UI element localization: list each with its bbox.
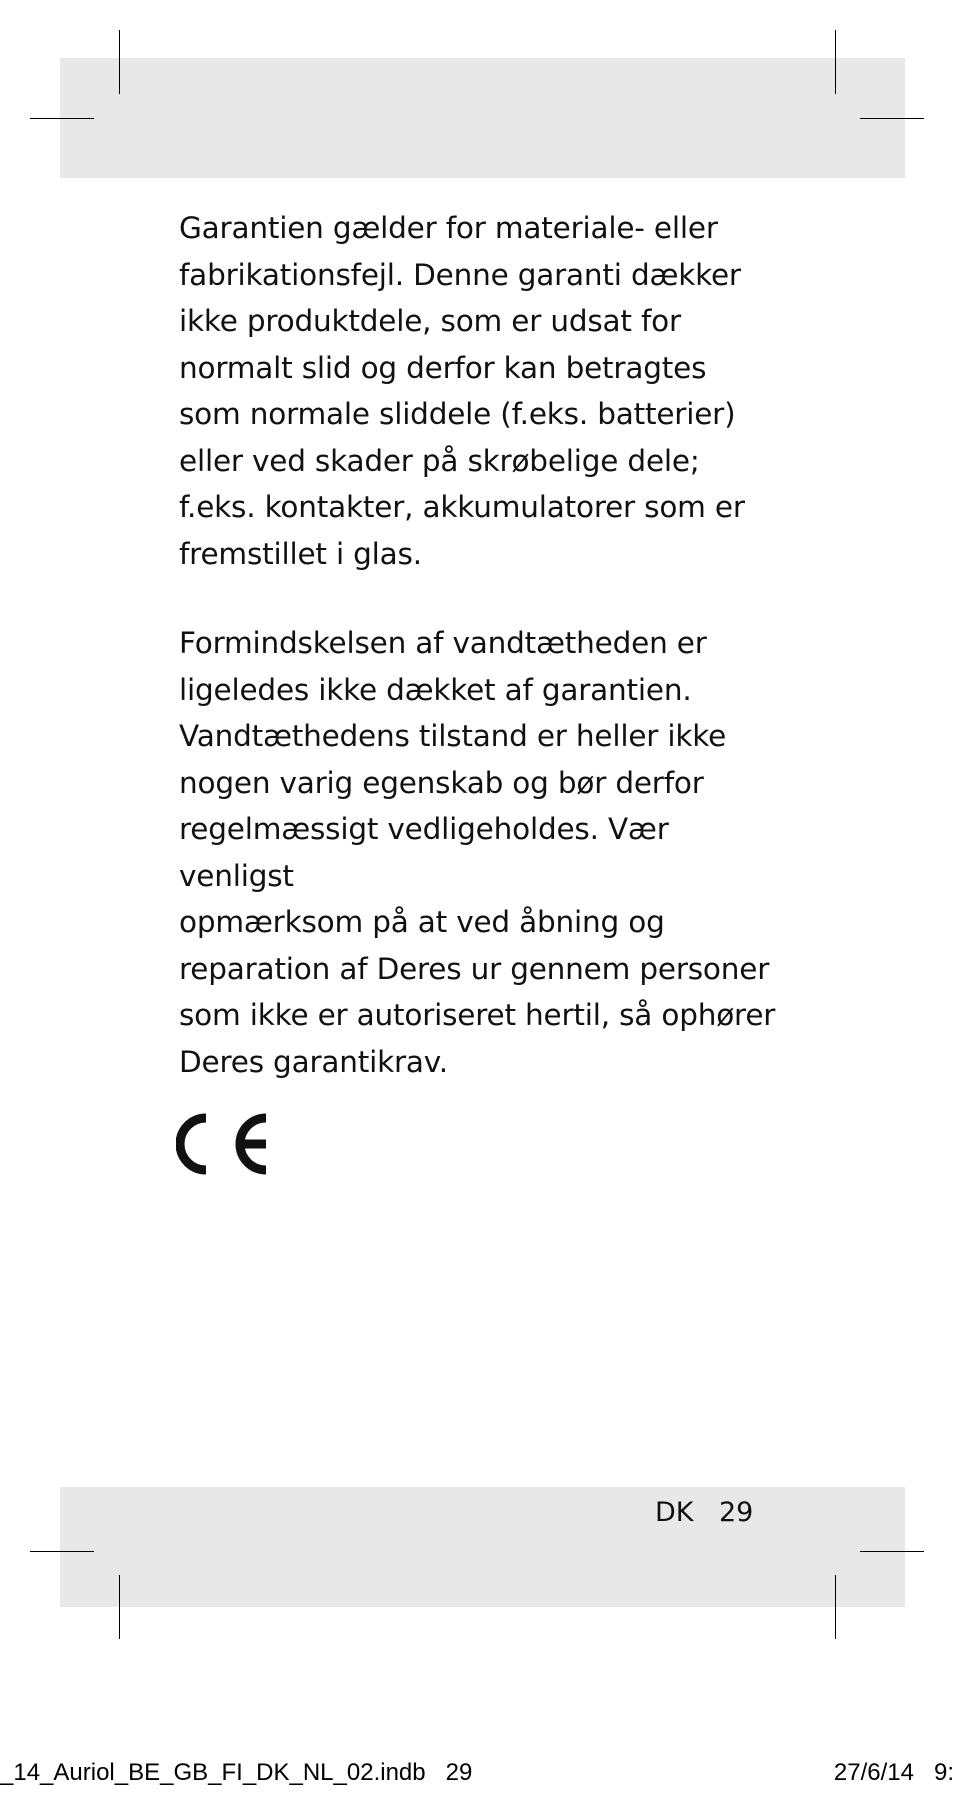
- crop-mark: [860, 1551, 924, 1552]
- crop-mark: [30, 1551, 94, 1552]
- footer-band: [60, 1487, 905, 1607]
- ce-mark-icon: [176, 1112, 272, 1176]
- language-code: DK: [655, 1497, 694, 1528]
- crop-mark: [30, 118, 94, 119]
- print-slug-date: 27/6/14 9:: [833, 1759, 954, 1786]
- page-number: 29: [719, 1497, 754, 1528]
- crop-mark: [119, 30, 120, 94]
- crop-mark: [119, 1575, 120, 1639]
- print-slug-file: _14_Auriol_BE_GB_FI_DK_NL_02.indb 29: [0, 1759, 473, 1786]
- crop-mark: [835, 1575, 836, 1639]
- warranty-paragraph-2: [179, 620, 779, 1085]
- paragraph-text: Garantien gælder for materiale- eller fabrikationsfejl. Denne garanti dækker ikke produktdele, som er udsat for normalt slid og derfor kan betragtes som normale sliddele (f.eks. batterier) eller ved skader på skrøbelige dele; f.eks. kontakter, akkumulatorer som er fremstillet i glas.: [179, 211, 745, 571]
- warranty-paragraph-1: [179, 205, 779, 577]
- page-footer: [655, 1495, 753, 1531]
- paragraph-text: Formindskelsen af vandtætheden er ligeledes ikke dækket af garantien. Vandtæthedens tilstand er heller ikke nogen varig egenskab og bør derfor regelmæssigt vedligeholdes. Vær venligst opmærksom på at ved åbning og reparation af Deres ur gennem personer som ikke er autoriseret hertil, så ophører Deres garantikrav.: [179, 626, 776, 1079]
- header-band: [60, 58, 905, 178]
- crop-mark: [835, 30, 836, 94]
- crop-mark: [860, 118, 924, 119]
